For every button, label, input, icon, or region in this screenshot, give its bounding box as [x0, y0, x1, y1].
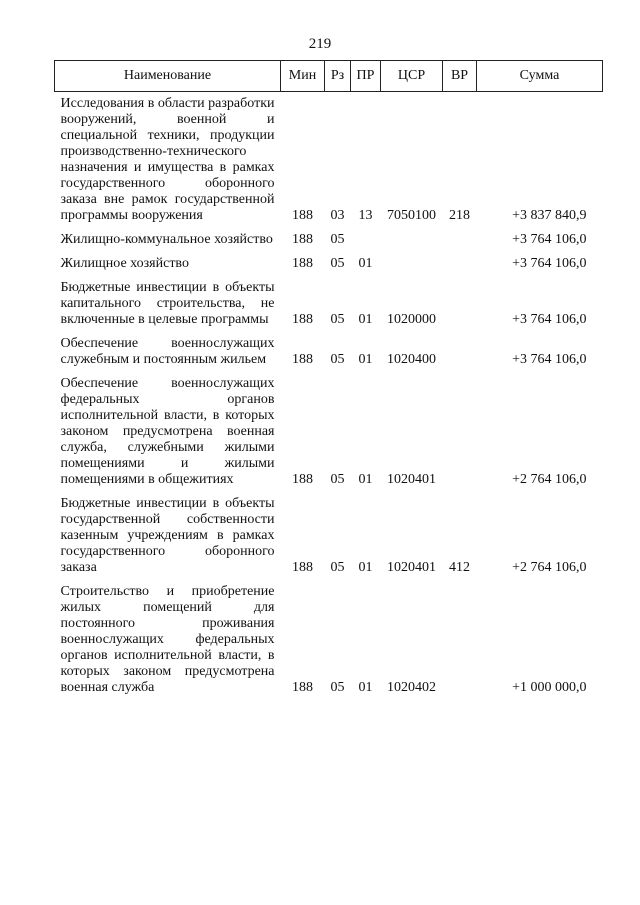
- row-min: 188: [292, 680, 313, 695]
- table-row: [55, 488, 603, 576]
- row-name: Бюджетные инвестиции в объекты капитального строительства, не включенные в целевые программы: [60, 280, 275, 327]
- row-csr: 7050100: [387, 208, 436, 223]
- row-rz: 05: [330, 560, 345, 575]
- row-sum: +3 764 106,0: [512, 352, 587, 367]
- row-pr: 01: [358, 312, 373, 327]
- row-sum: +2 764 106,0: [512, 472, 587, 487]
- table-row: [55, 328, 603, 368]
- row-csr: 1020400: [387, 352, 436, 367]
- row-vr: [443, 224, 477, 248]
- row-vr: 218: [449, 208, 470, 223]
- row-vr: 412: [449, 560, 470, 575]
- row-sum: +2 764 106,0: [512, 560, 587, 575]
- header-csr: ЦСР: [381, 61, 443, 92]
- row-sum: +3 837 840,9: [512, 208, 587, 223]
- row-vr: [443, 368, 477, 488]
- page-number: 219: [308, 36, 332, 52]
- row-csr: 1020000: [387, 312, 436, 327]
- row-csr: 1020401: [387, 472, 436, 487]
- row-vr: [443, 248, 477, 272]
- row-sum: +3 764 106,0: [512, 256, 587, 271]
- row-name: Жилищное хозяйство: [60, 256, 189, 271]
- table-row: [55, 368, 603, 488]
- row-rz: 05: [330, 680, 345, 695]
- row-rz: 05: [330, 312, 345, 327]
- row-pr: 01: [358, 472, 373, 487]
- row-name: Обеспечение военнослужащих федеральных органов исполнительной власти, в которых законом предусмотрена военная служба, служебными жилыми помещениями и жилыми помещениями в общежитиях: [60, 376, 275, 487]
- row-name: Жилищно-коммунальное хозяйство: [60, 232, 273, 247]
- row-min: 188: [292, 352, 313, 367]
- row-sum: +1 000 000,0: [512, 680, 587, 695]
- row-csr: 1020402: [387, 680, 436, 695]
- row-rz: 05: [330, 232, 345, 247]
- row-min: 188: [292, 232, 313, 247]
- row-min: 188: [292, 560, 313, 575]
- row-pr: 01: [358, 560, 373, 575]
- row-min: 188: [292, 208, 313, 223]
- row-pr: 01: [358, 352, 373, 367]
- table-header-row: [55, 61, 603, 92]
- row-pr: [351, 224, 381, 248]
- row-sum: +3 764 106,0: [512, 312, 587, 327]
- row-vr: [443, 272, 477, 328]
- budget-table: [54, 60, 603, 696]
- table-row: [55, 92, 603, 225]
- row-pr: 01: [358, 680, 373, 695]
- table-row: [55, 576, 603, 696]
- row-rz: 05: [330, 256, 345, 271]
- row-name: Строительство и приобретение жилых помещений для постоянного проживания военнослужащих федеральных органов исполнительной власти, в которых законом предусмотрена военная служба: [60, 584, 275, 695]
- header-vr: ВР: [443, 61, 477, 92]
- header-sum: Сумма: [477, 61, 603, 92]
- row-name: Исследования в области разработки вооружений, военной и специальной техники, продукции производственно-технического назначения и имущества в рамках государственного оборонного заказа вне рамок государственной программы вооружения: [60, 96, 275, 223]
- header-min: Мин: [281, 61, 325, 92]
- row-csr: [381, 224, 443, 248]
- header-name: Наименование: [55, 61, 281, 92]
- header-rz: Рз: [325, 61, 351, 92]
- header-pr: ПР: [351, 61, 381, 92]
- row-sum: +3 764 106,0: [512, 232, 587, 247]
- row-pr: 01: [358, 256, 373, 271]
- row-min: 188: [292, 256, 313, 271]
- table-row: [55, 248, 603, 272]
- row-name: Обеспечение военнослужащих служебным и постоянным жильем: [60, 336, 275, 367]
- row-vr: [443, 576, 477, 696]
- row-vr: [443, 328, 477, 368]
- table-row: [55, 224, 603, 248]
- row-rz: 05: [330, 352, 345, 367]
- row-pr: 13: [358, 208, 373, 223]
- table-row: [55, 272, 603, 328]
- row-csr: 1020401: [387, 560, 436, 575]
- row-min: 188: [292, 472, 313, 487]
- row-min: 188: [292, 312, 313, 327]
- row-rz: 03: [330, 208, 345, 223]
- row-name: Бюджетные инвестиции в объекты государственной собственности казенным учреждениям в рамках государственного оборонного заказа: [60, 496, 275, 575]
- row-rz: 05: [330, 472, 345, 487]
- row-csr: [381, 248, 443, 272]
